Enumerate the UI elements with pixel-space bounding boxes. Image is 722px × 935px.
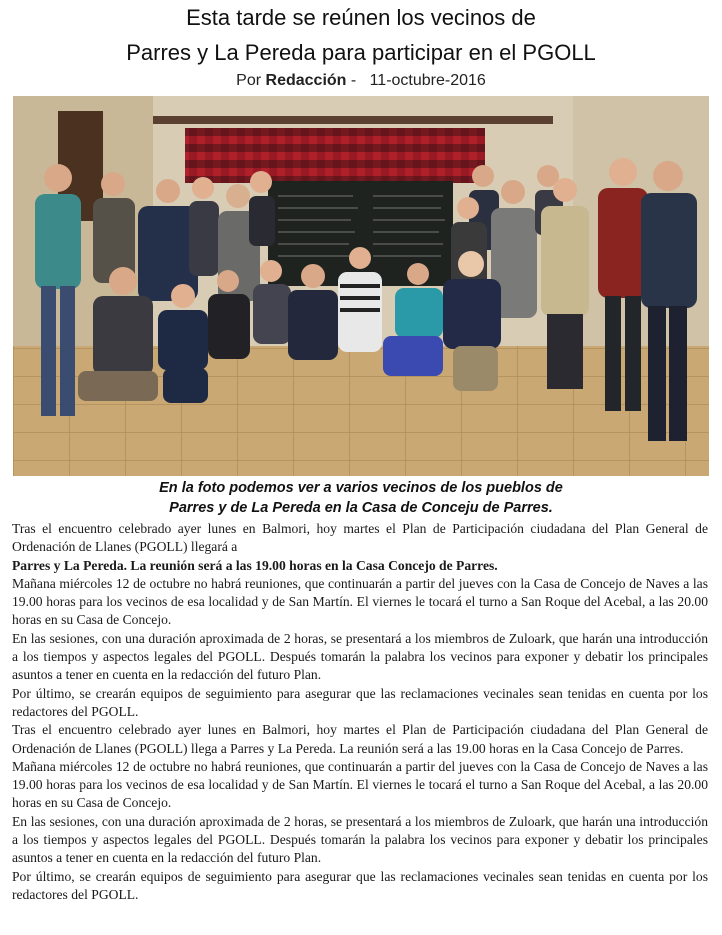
article-paragraph: Tras el encuentro celebrado ayer lunes en Balmori, hoy martes el Plan de Participación ciudadana del Plan General de Ordenación de Llanes (PGOLL) llega a Parres y La Pereda. La reunión será a las 19.00 horas en la Casa Concejo de Parres. [12,722,708,756]
curtain [185,128,485,183]
photo-caption-line-2: Parres y de La Pereda en la Casa de Conceju de Parres. [169,500,553,516]
byline-prefix: Por [236,72,262,89]
byline-date: 11-octubre-2016 [369,72,486,89]
byline-separator: - [350,72,357,89]
article-paragraph: Mañana miércoles 12 de octubre no habrá reuniones, que continuarán a partir del jueves con la Casa de Concejo de Naves a las 19.00 horas para los vecinos de esa localidad y de San Martín. El viernes le tocará el turno a San Roque del Acebal, a las 20.00 horas en su Casa de Concejo. [12,758,708,811]
article-paragraph: Mañana miércoles 12 de octubre no habrá reuniones, que continuarán a partir del jueves con la Casa de Concejo de Naves a las 19.00 horas para los vecinos de esa localidad y de San Martín. El viernes le tocará el turno a San Roque del Acebal, a las 20.00 horas en su Casa de Concejo. [12,575,708,628]
group-photo-illustration [13,96,709,476]
article-body [12,520,708,904]
article-paragraph: En las sesiones, con una duración aproximada de 2 horas, se presentará a los miembros de Zuloark, que harán una introducción a los tiempos y aspectos legales del PGOLL. Después tomarán la palabra los vecinos para exponer y debatir los principales asuntos a tener en cuenta en la redacción del futuro Plan. [12,630,708,683]
headline-line-2: Parres y La Pereda para participar en el PGOLL [126,40,596,65]
byline [0,72,722,90]
article-paragraph: Por último, se crearán equipos de seguimiento para asegurar que las reclamaciones vecinales sean tenidas en cuenta por los redactores del PGOLL. [12,685,708,719]
headline-line-1: Esta tarde se reúnen los vecinos de [186,5,536,30]
article-paragraph: En las sesiones, con una duración aproximada de 2 horas, se presentará a los miembros de Zuloark, que harán una introducción a los tiempos y aspectos legales del PGOLL. Después tomarán la palabra los vecinos para exponer y debatir los principales asuntos a tener en cuenta en la redacción del futuro Plan. [12,813,708,866]
article-paragraph: Por último, se crearán equipos de seguimiento para asegurar que las reclamaciones vecinales sean tenidas en cuenta por los redactores del PGOLL. [12,868,708,902]
group-photo [13,96,709,476]
article-paragraph-highlight: Parres y La Pereda. La reunión será a las 19.00 horas en la Casa Concejo de Parres. [12,557,498,573]
byline-author[interactable]: Redacción [265,72,347,89]
article-paragraph: Tras el encuentro celebrado ayer lunes en Balmori, hoy martes el Plan de Participación ciudadana del Plan General de Ordenación de Llanes (PGOLL) llegará a [12,521,708,555]
photo-caption-line-1: En la foto podemos ver a varios vecinos de los pueblos de [159,480,563,496]
